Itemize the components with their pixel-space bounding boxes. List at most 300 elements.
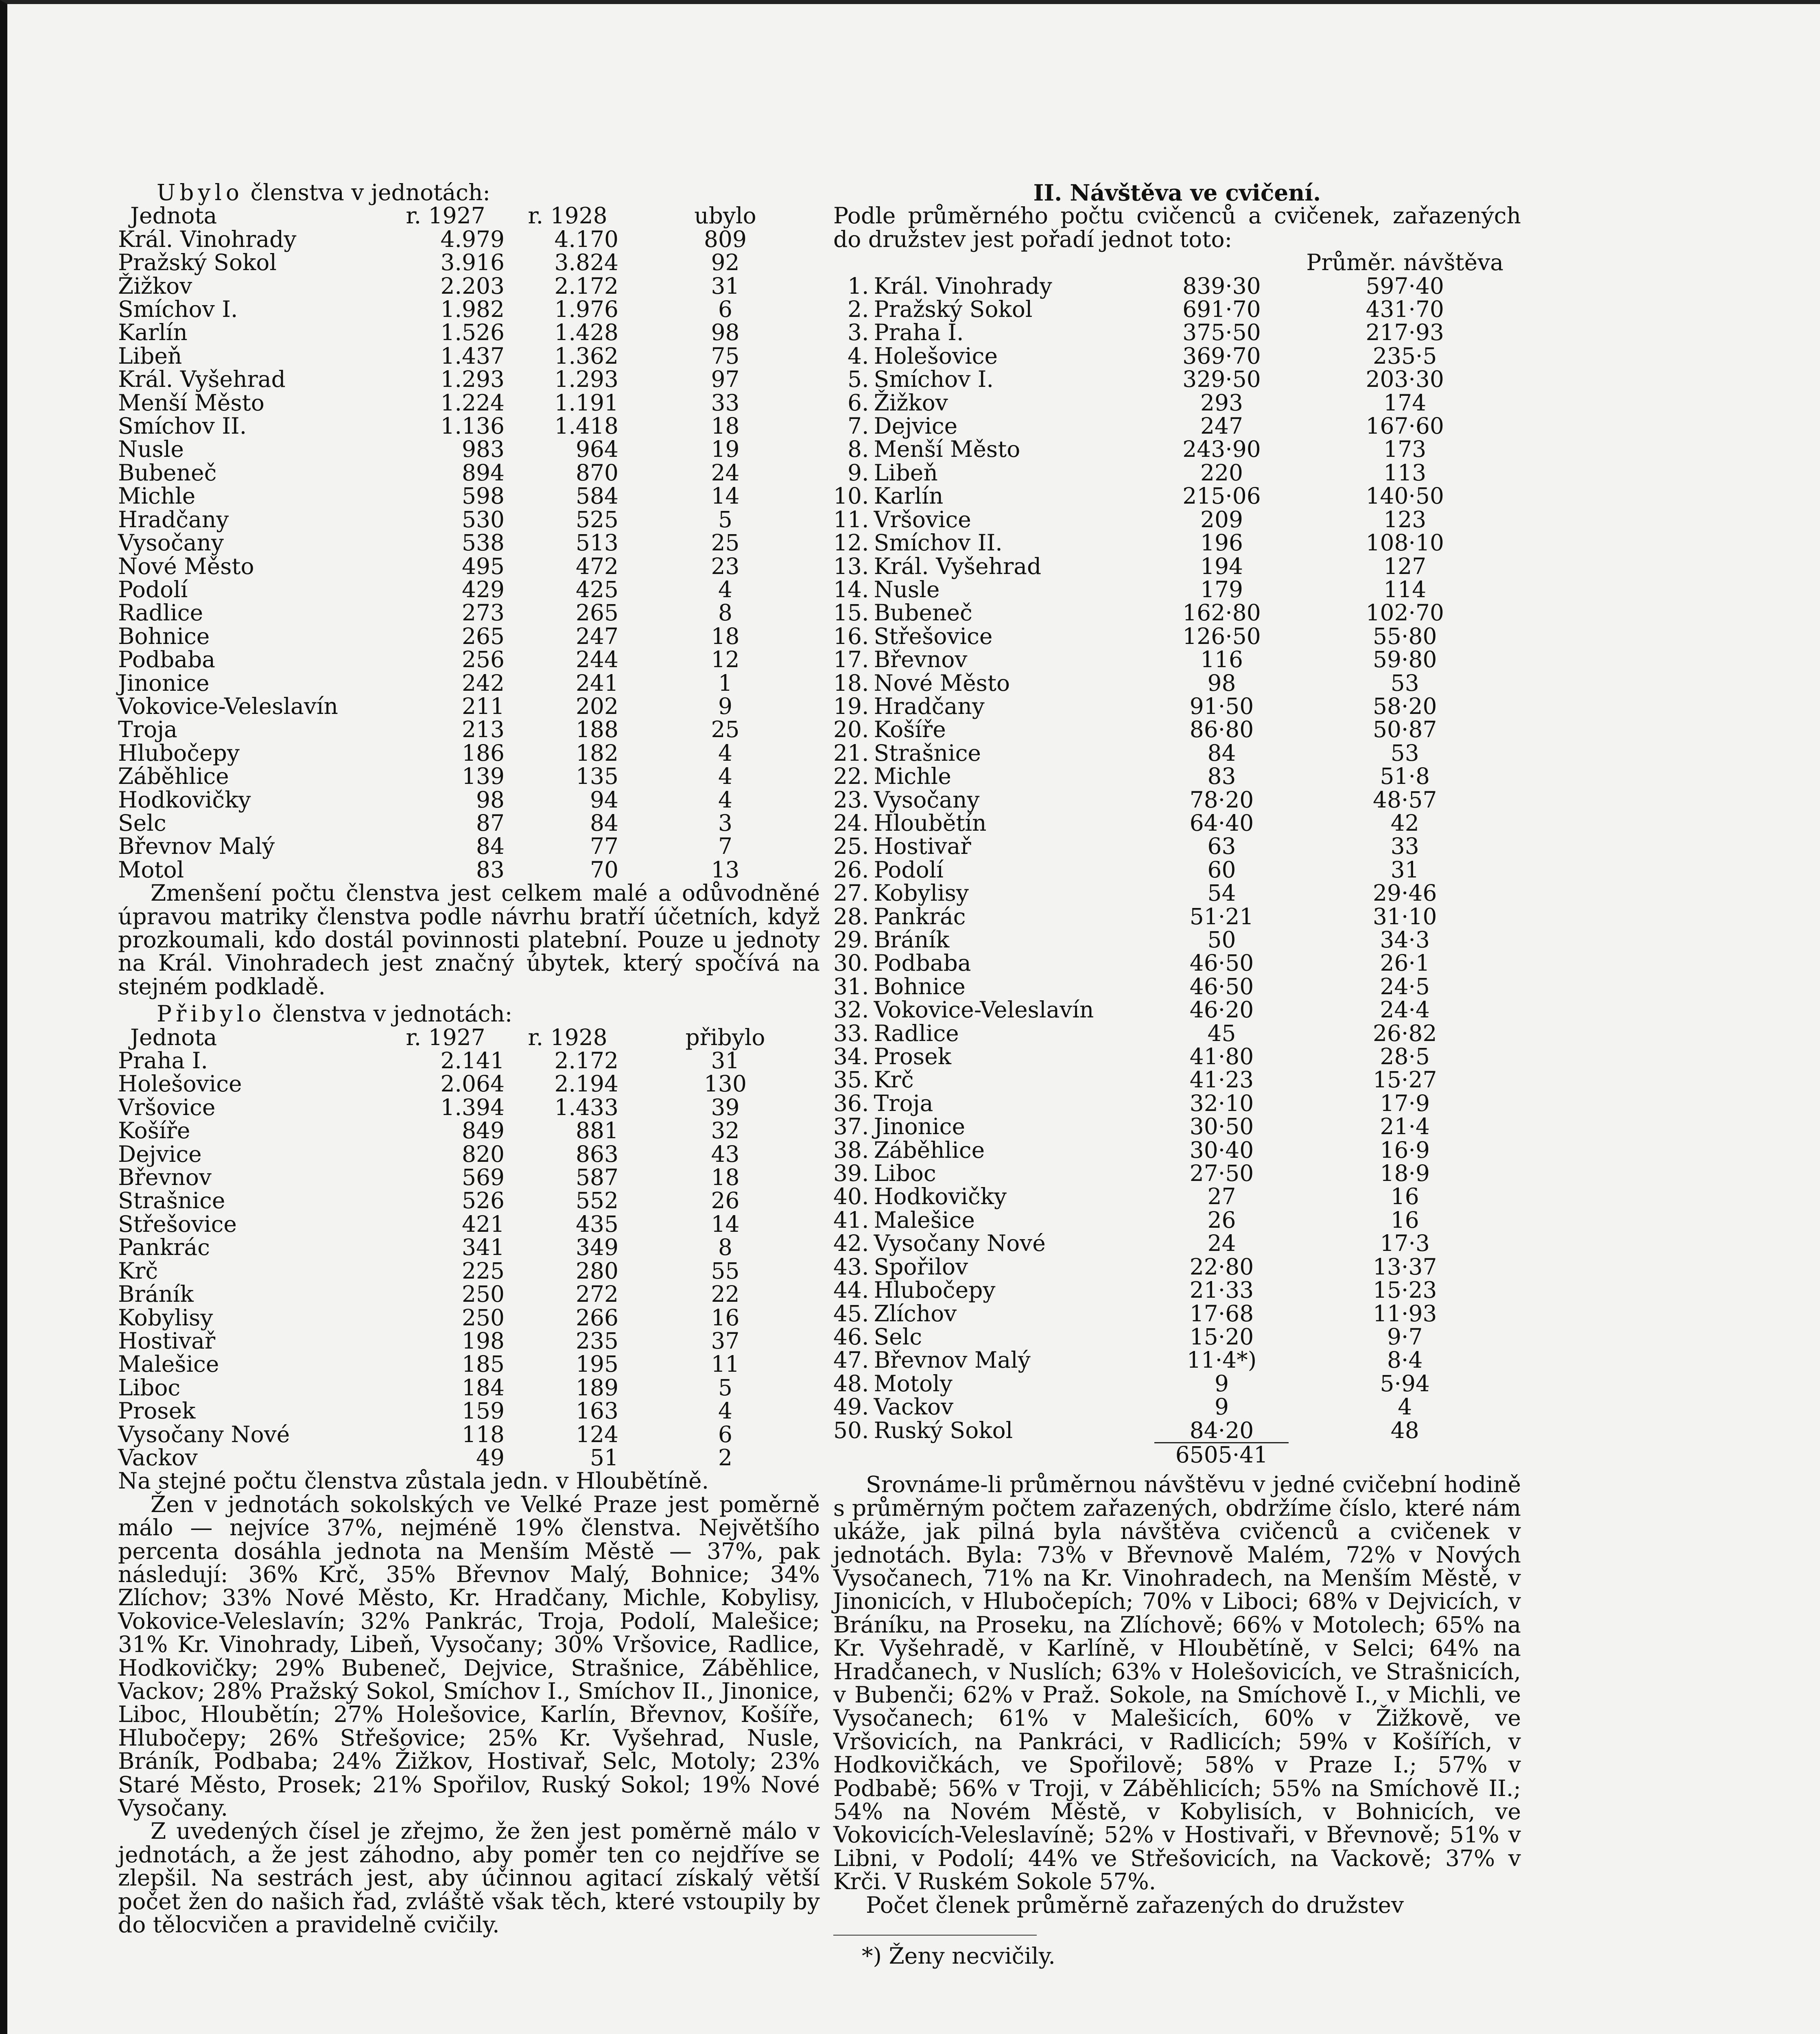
- enrolled-average: 329·50: [1182, 366, 1261, 393]
- attendance-row: [833, 1139, 1521, 1162]
- unit-name: Pražský Sokol: [874, 296, 1033, 323]
- table-cell: 118: [462, 1421, 505, 1447]
- table-cell: 12: [711, 646, 740, 673]
- attendance-average: 431·70: [1366, 296, 1444, 323]
- enrolled-average: 98: [1207, 670, 1236, 696]
- table-cell: 25: [711, 530, 740, 556]
- table-cell: 98: [476, 786, 505, 813]
- enrolled-average: 17·68: [1189, 1300, 1254, 1327]
- rank: 3.: [847, 319, 869, 346]
- rank: 23.: [833, 786, 869, 813]
- increase-row: [118, 1259, 820, 1283]
- table-cell: 9: [718, 693, 732, 719]
- table-cell: 84: [476, 833, 505, 860]
- table-cell: 198: [462, 1327, 505, 1354]
- attendance-row: [833, 1255, 1521, 1279]
- decline-row: [118, 718, 820, 741]
- unit-name: Nové Město: [874, 670, 1010, 696]
- rank: 30.: [833, 950, 869, 976]
- table-cell: 2.172: [554, 1048, 618, 1074]
- average-attendance-header: Průměr. návštěva: [1306, 249, 1504, 276]
- attendance-table: [833, 251, 1521, 1467]
- rank: 32.: [833, 997, 869, 1023]
- unit-name: Pankrác: [118, 1234, 210, 1261]
- enrolled-average: 32·10: [1189, 1090, 1254, 1116]
- table-cell: 881: [576, 1117, 618, 1144]
- table-cell: 14: [711, 1211, 740, 1237]
- table-cell: 213: [462, 716, 505, 743]
- rank: 1.: [847, 273, 869, 299]
- table-cell: 202: [576, 693, 618, 719]
- unit-name: Selc: [118, 810, 166, 836]
- attendance-row: [833, 812, 1521, 835]
- decline-row: [118, 345, 820, 368]
- table-cell: 526: [462, 1187, 505, 1214]
- attendance-average: 42: [1390, 810, 1419, 836]
- table-cell: 809: [704, 226, 747, 252]
- attendance-row: [833, 555, 1521, 578]
- unit-name: Košíře: [118, 1117, 190, 1144]
- table-cell: 5: [718, 1374, 732, 1401]
- unit-name: Strašnice: [874, 740, 981, 766]
- unit-name: Praha I.: [874, 319, 964, 346]
- attendance-row: [833, 835, 1521, 858]
- table-cell: 1.191: [554, 389, 618, 416]
- decline-row: [118, 298, 820, 321]
- table-cell: 7: [718, 833, 732, 860]
- intro-paragraph: Podle průměrného počtu cvičenců a cvičenek, zařazených do družstev jest pořadí jednot toto:: [833, 203, 1521, 252]
- enrolled-average: 50: [1207, 927, 1236, 953]
- table-cell: 13: [711, 856, 740, 883]
- attendance-row: [833, 672, 1521, 695]
- enrolled-average: 691·70: [1182, 296, 1261, 323]
- attendance-average: 173: [1383, 436, 1427, 463]
- women-paragraph: Žen v jednotách sokolských ve Velké Praze jest poměrně málo — nejvíce 37%, nejméně 19% členstva. Největšího percenta dosáhla jednota na Menším Městě — 37%, pak následují: 36% Krč, 35% Břevnov Malý, Bohnice; 34% Zlíchov; 33% Nové Město, Kr. Hradčany, Michle, Kobylisy, Vokovice-Veleslavín; 32% Pankrác, Troja, Podolí, Malešice; 31% Kr. Vinohrady, Libeň, Vysočany; 30% Vršovice, Radlice, Hodkovičky; 29% Bubeneč, Dejvice, Strašnice, Záběhlice, Vackov; 28% Pražský Sokol, Smíchov I., Smíchov II., Jinonice, Liboc, Hloubětín; 27% Holešovice, Karlín, Břevnov, Košíře, Hlubočepy; 26% Střešovice; 25% Kr. Vyšehrad, Nusle, Bráník, Podbaba; 24% Žižkov, Hostivař, Selc, Motoly; 23% Staré Město, Prosek; 21% Spořilov, Ruský Sokol; 19% Nové Vysočany.: [118, 1491, 820, 1821]
- attendance-average: 48: [1390, 1417, 1419, 1444]
- table-cell: 4.979: [440, 226, 505, 252]
- attendance-average: 53: [1390, 670, 1419, 696]
- unit-name: Vysočany: [874, 786, 980, 813]
- decline-row: [118, 275, 820, 298]
- unit-name: Menší Město: [874, 436, 1020, 463]
- attendance-row: [833, 345, 1521, 368]
- attendance-average: 140·50: [1366, 483, 1444, 509]
- unit-name: Bubeneč: [874, 600, 972, 626]
- increase-row: [118, 1049, 820, 1072]
- rank: 14.: [833, 576, 869, 602]
- rank: 29.: [833, 927, 869, 953]
- decline-row: [118, 578, 820, 601]
- table-cell: 124: [576, 1421, 618, 1447]
- enrolled-average: 60: [1207, 856, 1236, 883]
- enrolled-average: 26: [1207, 1207, 1236, 1233]
- attendance-row: [833, 484, 1521, 508]
- members-paragraph: Počet členek průměrně zařazených do družstev: [866, 1892, 1404, 1918]
- unit-name: Krč: [874, 1067, 914, 1093]
- table-cell: 6: [718, 296, 732, 323]
- table-cell: 39: [711, 1094, 740, 1120]
- attendance-average: 59·80: [1373, 646, 1437, 673]
- attendance-row: [833, 1232, 1521, 1255]
- unit-name: Podolí: [118, 576, 188, 602]
- decline-row: [118, 695, 820, 718]
- attendance-average: 18·9: [1380, 1160, 1430, 1187]
- attendance-average: 16: [1390, 1207, 1419, 1233]
- attendance-row: [833, 1279, 1521, 1302]
- footnote: *) Ženy necvičily.: [862, 1943, 1055, 1969]
- unit-name: Vokovice-Veleslavín: [118, 693, 338, 719]
- table-cell: 525: [576, 506, 618, 533]
- column-header: r. 1927: [406, 1024, 485, 1050]
- table-cell: 1: [718, 670, 732, 696]
- unit-name: Hostivař: [874, 833, 971, 860]
- unit-name: Pražský Sokol: [118, 249, 277, 276]
- attendance-row: [833, 882, 1521, 905]
- attendance-average: 127: [1383, 553, 1427, 579]
- unit-name: Žižkov: [118, 273, 192, 299]
- decline-row: [118, 601, 820, 624]
- increase-table-header: [118, 1026, 820, 1049]
- table-cell: 2.172: [554, 273, 618, 299]
- unit-name: Selc: [874, 1323, 922, 1350]
- increase-row: [118, 1213, 820, 1236]
- table-cell: 11: [711, 1351, 740, 1377]
- attendance-row: [833, 742, 1521, 765]
- unit-name: Motoly: [874, 1370, 953, 1397]
- rank: 27.: [833, 880, 869, 906]
- unit-name: Libeň: [874, 459, 938, 486]
- hloubetin-note: Na stejné počtu členstva zůstala jedn. v Hloubětíně.: [118, 1468, 709, 1494]
- increase-row: [118, 1423, 820, 1446]
- table-cell: 23: [711, 553, 740, 579]
- table-cell: 14: [711, 483, 740, 509]
- attendance-row: [833, 601, 1521, 624]
- column-header: r. 1928: [528, 203, 607, 229]
- unit-name: Vackov: [118, 1444, 198, 1471]
- attendance-row: [833, 718, 1521, 741]
- attendance-row: [833, 975, 1521, 998]
- enrolled-average: 9: [1214, 1370, 1229, 1397]
- table-cell: 25: [711, 716, 740, 743]
- enrolled-average: 194: [1200, 553, 1243, 579]
- table-cell: 1.418: [554, 413, 618, 439]
- unit-name: Vackov: [874, 1394, 954, 1420]
- unit-name: Liboc: [874, 1160, 936, 1187]
- enrolled-average: 45: [1207, 1020, 1236, 1046]
- table-cell: 4: [718, 740, 732, 766]
- unit-name: Spořilov: [874, 1253, 968, 1280]
- rank: 11.: [833, 506, 869, 533]
- decline-row: [118, 672, 820, 695]
- table-cell: 26: [711, 1187, 740, 1214]
- table-cell: 265: [462, 623, 505, 649]
- decline-caption: Ubylo členstva v jednotách:: [157, 179, 490, 205]
- table-cell: 2.194: [554, 1071, 618, 1097]
- column-header: přibylo: [685, 1024, 765, 1050]
- rank: 7.: [847, 413, 869, 439]
- unit-name: Hradčany: [118, 506, 229, 533]
- enrolled-average: 24: [1207, 1230, 1236, 1257]
- attendance-row: [833, 1349, 1521, 1372]
- table-cell: 1.433: [554, 1094, 618, 1120]
- table-cell: 870: [576, 459, 618, 486]
- table-cell: 130: [704, 1071, 747, 1097]
- enrolled-average: 369·70: [1182, 343, 1261, 369]
- table-cell: 587: [576, 1164, 618, 1191]
- unit-name: Strašnice: [118, 1187, 225, 1214]
- rank: 33.: [833, 1020, 869, 1046]
- unit-name: Troja: [118, 716, 177, 743]
- attendance-average: 597·40: [1366, 273, 1444, 299]
- table-cell: 32: [711, 1117, 740, 1144]
- unit-name: Král. Vyšehrad: [874, 553, 1042, 579]
- table-cell: 4: [718, 763, 732, 790]
- attendance-average: 28·5: [1380, 1043, 1430, 1070]
- table-cell: 513: [576, 530, 618, 556]
- table-cell: 225: [462, 1257, 505, 1284]
- attendance-average: 102·70: [1366, 600, 1444, 626]
- increase-row: [118, 1353, 820, 1376]
- table-cell: 244: [576, 646, 618, 673]
- table-cell: 349: [576, 1234, 618, 1261]
- decline-table-header: [118, 204, 820, 227]
- comparison-paragraph: Srovnáme-li průměrnou návštěvu v jedné cvičební hodině s průměrným počtem zařazených, obdržíme číslo, které nám ukáže, jak pilná byla návštěva cvičenců a cvičenek v jednotách. Byla: 73% v Břevnově Malém, 72% v Nových Vysočanech, 71% na Kr. Vinohradech, na Menším Městě, v Jinonicích, v Hlubočepích; 70% v Liboci; 68% v Dejvicích, v Bráníku, na Proseku, na Zlíchově; 66% v Motolech; 65% na Kr. Vyšehradě, v Karlíně, v Hloubětíně, v Selci; 64% na Hradčanech, v Nuslích; 63% v Holešovicích, ve Strašnicích, v Bubenči; 62% v Praž. Sokole, na Smíchově I., v Michli, ve Vysočanech; 61% v Malešicích, 60% v Žižkově, ve Vršovicích, na Pankráci, v Radlicích; 59% v Košířích, v Hodkovičkách, ve Spořilově; 58% v Praze I.; 57% v Podbabě; 56% v Troji, v Záběhlicích; 55% na Smíchově II.; 54% na Novém Městě, v Kobylisích, v Bohnicích, ve Vokovicích-Veleslavíně; 52% v Hostivaři, v Břevnově; 51% v Libni, v Podolí; 44% ve Střešovicích, na Vackově; 37% v Krči. V Ruském Sokole 57%.: [833, 1471, 1521, 1895]
- rank: 2.: [847, 296, 869, 323]
- table-cell: 75: [711, 343, 740, 369]
- attendance-average: 24·5: [1380, 973, 1430, 1000]
- attendance-average: 203·30: [1366, 366, 1444, 393]
- enrolled-average: 54: [1207, 880, 1236, 906]
- rank: 19.: [833, 693, 869, 719]
- unit-name: Praha I.: [118, 1048, 208, 1074]
- attendance-row: [833, 275, 1521, 298]
- table-cell: 84: [590, 810, 618, 836]
- table-cell: 4.170: [554, 226, 618, 252]
- unit-name: Smíchov II.: [118, 413, 247, 439]
- rank: 20.: [833, 716, 869, 743]
- table-cell: 1.136: [440, 413, 505, 439]
- enrolled-average: 839·30: [1182, 273, 1261, 299]
- unit-name: Podbaba: [118, 646, 216, 673]
- unit-name: Záběhlice: [874, 1137, 985, 1163]
- unit-name: Vršovice: [874, 506, 971, 533]
- rank: 37.: [833, 1113, 869, 1140]
- table-cell: 77: [590, 833, 618, 860]
- unit-name: Vysočany Nové: [874, 1230, 1046, 1257]
- unit-name: Malešice: [118, 1351, 219, 1377]
- unit-name: Troja: [874, 1090, 933, 1116]
- table-cell: 139: [462, 763, 505, 790]
- unit-name: Jinonice: [118, 670, 210, 696]
- enrolled-average: 64·40: [1189, 810, 1254, 836]
- unit-name: Michle: [118, 483, 196, 509]
- attendance-row: [833, 391, 1521, 415]
- table-cell: 552: [576, 1187, 618, 1214]
- table-cell: 863: [576, 1141, 618, 1167]
- attendance-row: [833, 625, 1521, 648]
- table-cell: 184: [462, 1374, 505, 1401]
- attendance-row: [833, 1372, 1521, 1395]
- table-cell: 256: [462, 646, 505, 673]
- table-cell: 4: [718, 1398, 732, 1424]
- rank: 50.: [833, 1417, 869, 1444]
- table-cell: 429: [462, 576, 505, 602]
- attendance-average: 4: [1398, 1394, 1412, 1420]
- table-cell: 250: [462, 1281, 505, 1307]
- table-cell: 18: [711, 1164, 740, 1191]
- attendance-average: 58·20: [1373, 693, 1437, 719]
- attendance-row: [833, 788, 1521, 812]
- attendance-average: 15·23: [1373, 1277, 1437, 1303]
- table-cell: 87: [476, 810, 505, 836]
- enrolled-average: 83: [1207, 763, 1236, 790]
- rank: 31.: [833, 973, 869, 1000]
- attendance-table-header: [833, 251, 1521, 274]
- rank: 22.: [833, 763, 869, 790]
- decline-row: [118, 788, 820, 812]
- unit-name: Smíchov II.: [874, 530, 1003, 556]
- attendance-average: 34·3: [1380, 927, 1430, 953]
- table-cell: 2: [718, 1444, 732, 1471]
- unit-name: Král. Vyšehrad: [118, 366, 286, 393]
- column-header: Jednota: [130, 1024, 217, 1050]
- attendance-row: [833, 1068, 1521, 1091]
- attendance-row: [833, 1302, 1521, 1325]
- increase-row: [118, 1306, 820, 1329]
- attendance-average: 26·1: [1380, 950, 1430, 976]
- attendance-row: [833, 1162, 1521, 1185]
- increase-row: [118, 1166, 820, 1189]
- attendance-row: [833, 438, 1521, 461]
- attendance-row: [833, 508, 1521, 531]
- attendance-average: 16·9: [1380, 1137, 1430, 1163]
- decline-row: [118, 858, 820, 882]
- unit-name: Karlín: [118, 319, 188, 346]
- attendance-row: [833, 1419, 1521, 1443]
- enrolled-average: 247: [1200, 413, 1243, 439]
- rank: 49.: [833, 1394, 869, 1420]
- enrolled-average: 30·40: [1189, 1137, 1254, 1163]
- attendance-row: [833, 1045, 1521, 1068]
- table-cell: 97: [711, 366, 740, 393]
- decline-row: [118, 508, 820, 531]
- conclusion-paragraph: Z uvedených čísel je zřejmo, že žen jest poměrně málo v jednotách, a že jest záhodno, aby poměr ten co nejdříve se zlepšil. Na sestrách jest, aby účinnou agitací získalý větší počet žen do našich řad, zvláště však těch, které vstoupily by do tělocvičen a pravidelně cvičily.: [118, 1818, 820, 1938]
- attendance-average: 13·37: [1373, 1253, 1437, 1280]
- table-cell: 6: [718, 1421, 732, 1447]
- unit-name: Holešovice: [874, 343, 998, 369]
- rank: 47.: [833, 1347, 869, 1373]
- unit-name: Ruský Sokol: [874, 1417, 1013, 1444]
- attendance-average: 235·5: [1373, 343, 1437, 369]
- unit-name: Holešovice: [118, 1071, 242, 1097]
- table-cell: 2.141: [440, 1048, 505, 1074]
- rank: 44.: [833, 1277, 869, 1303]
- enrolled-average: 11·4*): [1186, 1347, 1257, 1373]
- attendance-row: [833, 298, 1521, 321]
- enrolled-average: 41·80: [1189, 1043, 1254, 1070]
- rank: 8.: [847, 436, 869, 463]
- enrolled-average: 15·20: [1189, 1323, 1254, 1350]
- attendance-average: 217·93: [1366, 319, 1444, 346]
- enrolled-average: 86·80: [1189, 716, 1254, 743]
- table-cell: 235: [576, 1327, 618, 1354]
- rank: 24.: [833, 810, 869, 836]
- enrolled-average: 179: [1200, 576, 1243, 602]
- attendance-average: 24·4: [1380, 997, 1430, 1023]
- table-cell: 472: [576, 553, 618, 579]
- increase-row: [118, 1119, 820, 1142]
- increase-row: [118, 1096, 820, 1119]
- enrolled-average: 91·50: [1189, 693, 1254, 719]
- decline-row: [118, 368, 820, 391]
- attendance-row: [833, 1115, 1521, 1138]
- table-cell: 1.394: [440, 1094, 505, 1120]
- attendance-row: [833, 368, 1521, 391]
- attendance-average: 26·82: [1373, 1020, 1437, 1046]
- table-cell: 538: [462, 530, 505, 556]
- unit-name: Hlubočepy: [874, 1277, 996, 1303]
- decline-row: [118, 484, 820, 508]
- enrolled-average: 116: [1200, 646, 1243, 673]
- increase-table: [118, 1026, 820, 1470]
- enrolled-average: 41·23: [1189, 1067, 1254, 1093]
- unit-name: Motol: [118, 856, 184, 883]
- table-cell: 421: [462, 1211, 505, 1237]
- table-cell: 1.362: [554, 343, 618, 369]
- unit-name: Vysočany Nové: [118, 1421, 290, 1447]
- table-cell: 98: [711, 319, 740, 346]
- column-header: Jednota: [130, 203, 217, 229]
- column-header: r. 1928: [528, 1024, 607, 1050]
- table-cell: 22: [711, 1281, 740, 1307]
- unit-name: Podbaba: [874, 950, 971, 976]
- rank: 18.: [833, 670, 869, 696]
- unit-name: Hostivař: [118, 1327, 216, 1354]
- attendance-average: 29·46: [1373, 880, 1437, 906]
- enrolled-average: 9: [1214, 1394, 1229, 1420]
- decline-row: [118, 765, 820, 788]
- attendance-row: [833, 1209, 1521, 1232]
- table-cell: 3.916: [440, 249, 505, 276]
- table-cell: 820: [462, 1141, 505, 1167]
- table-cell: 92: [711, 249, 740, 276]
- decline-row: [118, 438, 820, 461]
- rank: 4.: [847, 343, 869, 369]
- enrolled-average: 46·50: [1189, 973, 1254, 1000]
- rank: 40.: [833, 1183, 869, 1210]
- rank: 12.: [833, 530, 869, 556]
- unit-name: Smíchov I.: [874, 366, 994, 393]
- attendance-average: 31·10: [1373, 903, 1437, 930]
- decline-row: [118, 228, 820, 251]
- table-cell: 2.064: [440, 1071, 505, 1097]
- unit-name: Malešice: [874, 1207, 975, 1233]
- column-header: r. 1927: [406, 203, 485, 229]
- rank: 9.: [847, 459, 869, 486]
- attendance-total: 6505·41: [1154, 1443, 1289, 1467]
- rank: 34.: [833, 1043, 869, 1070]
- attendance-row: [833, 998, 1521, 1021]
- table-cell: 8: [718, 600, 732, 626]
- rank: 39.: [833, 1160, 869, 1187]
- table-cell: 983: [462, 436, 505, 463]
- left-column: [118, 181, 820, 1936]
- unit-name: Bohnice: [118, 623, 210, 649]
- attendance-row: [833, 648, 1521, 671]
- unit-name: Hlubočepy: [118, 740, 240, 766]
- decline-row: [118, 531, 820, 554]
- column-header: ubylo: [694, 203, 756, 229]
